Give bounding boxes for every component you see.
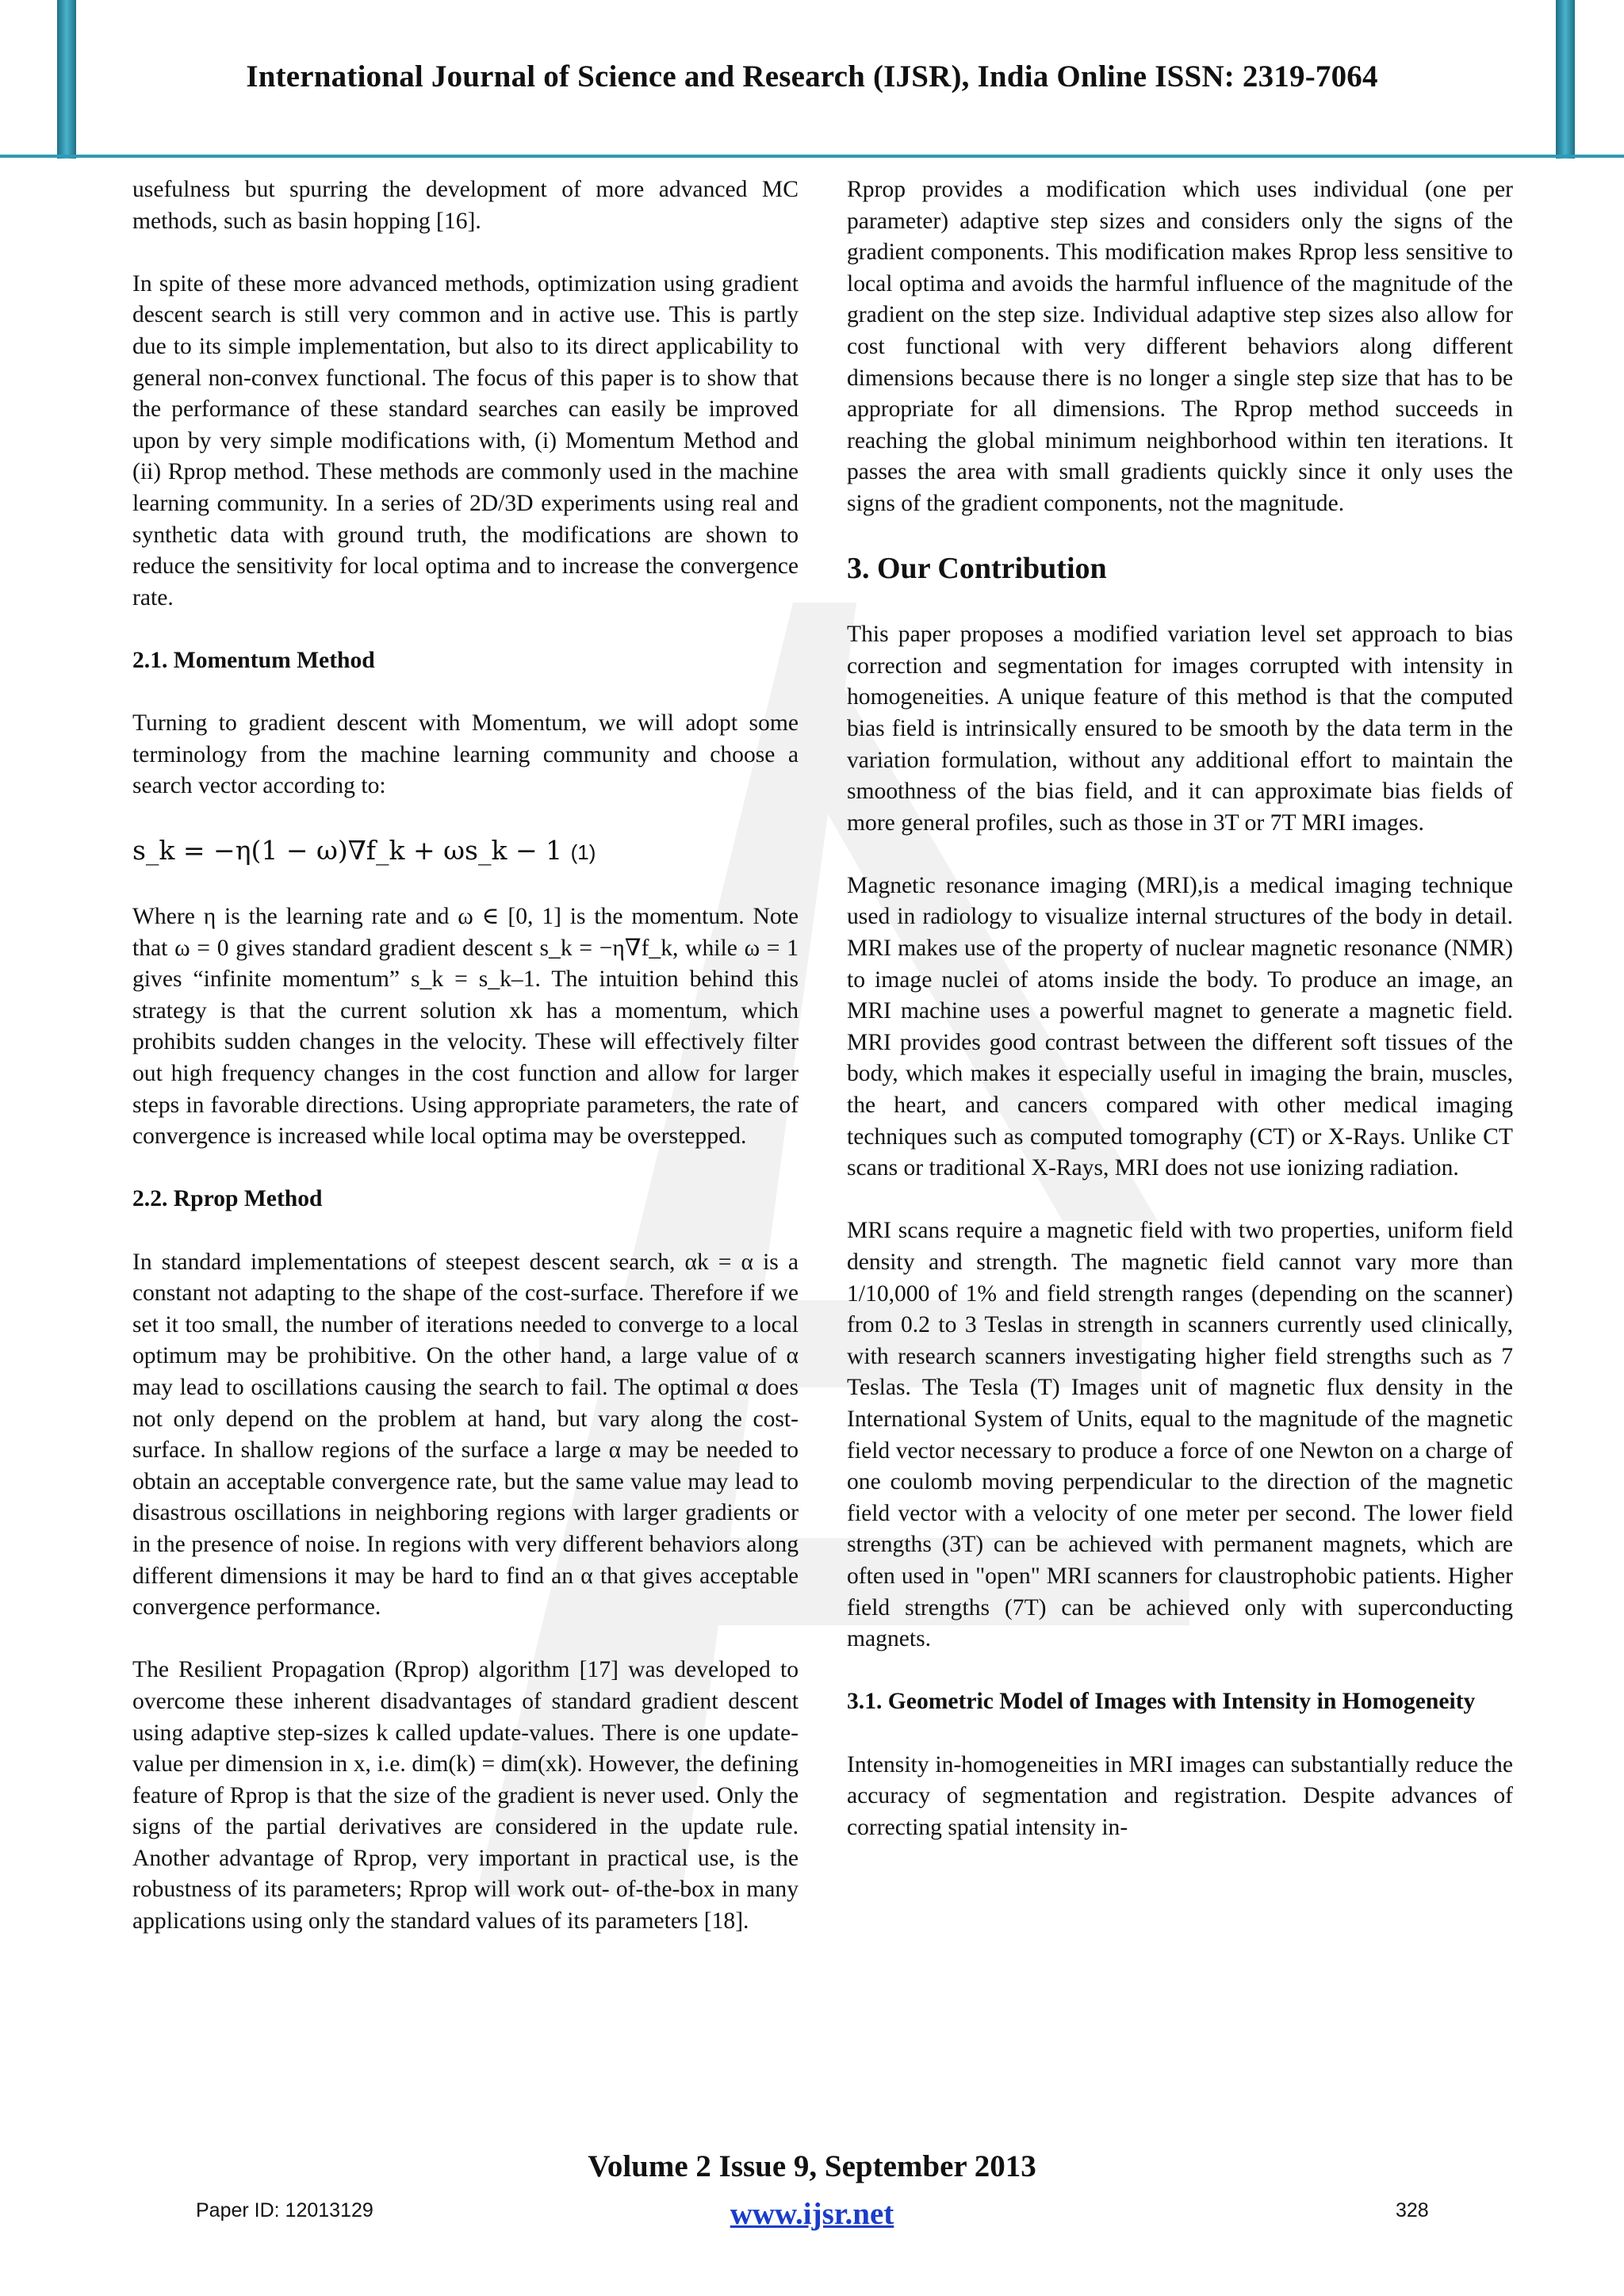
- footer-website-link[interactable]: www.ijsr.net: [730, 2197, 894, 2231]
- left-column: [132, 174, 799, 1969]
- section-heading-geometric-model: 3.1. Geometric Model of Images with Intensity in Homogeneity: [847, 1689, 1476, 1715]
- paragraph: This paper proposes a modified variation level set approach to bias correction and segmentation for images corrupted with intensity in homogeneities. A unique feature of this method is that the computed bias field is intrinsically ensured to be smooth by the data term in the variation formulation, without any additional effort to maintain the smoothness of the bias field, and it can approximate bias fields of more general profiles, such as those in 3T or 7T MRI images.: [847, 622, 1513, 836]
- paragraph: Rprop provides a modification which uses individual (one per parameter) adaptive step sizes and considers only the signs of the gradient components. This modification makes Rprop less sensitive to local optima and avoids the harmful influence of the magnitude of the gradient on the step size. Individual adaptive step sizes also allow for cost functional with very different behaviors along different dimensions because there is no longer a single step size that has to be appropriate for all dimensions. The Rprop method succeeds in reaching the global minimum neighborhood within ten iterations. It passes the area with small gradients quickly since it only uses the signs of the gradient components, not the magnitude.: [847, 177, 1513, 516]
- paragraph: Turning to gradient descent with Momentum, we will adopt some terminology from the machine learning community and choose a search vector according to:: [132, 710, 799, 799]
- paragraph: The Resilient Propagation (Rprop) algorithm [17] was developed to overcome these inherent disadvantages of standard gradient descent using adaptive step-sizes k called update-values. There is one update-value per dimension in x, i.e. dim(k) = dim(xk). However, the defining feature of Rprop is that the size of the gradient is never used. Only the signs of the partial derivatives are considered in the update rule. Another advantage of Rprop, very important in practical use, is the robustness of its parameters; Rprop will work out- of-the-box in many applications using only the standard values of its parameters [18].: [132, 1657, 799, 1934]
- journal-title: International Journal of Science and Research (IJSR), India Online ISSN: 2319-7064: [246, 59, 1378, 94]
- header-left-post: [57, 0, 76, 159]
- footer-volume: Volume 2 Issue 9, September 2013: [588, 2149, 1036, 2183]
- section-heading-rprop: 2.2. Rprop Method: [132, 1186, 323, 1212]
- paragraph: In standard implementations of steepest descent search, αk = α is a constant not adapting to the shape of the cost-surface. Therefore if we set it too small, the number of iterations needed to converge to a local optimum may be prohibitive. On the other hand, a large value of α may lead to oscillations causing the search to fail. The optimal α does not only depend on the problem at hand, but vary along the cost-surface. In shallow regions of the surface a large α may be needed to obtain an acceptable convergence rate, but the same value may lead to disastrous oscillations in neighboring regions with larger gradients or in the presence of noise. In regions with very different behaviors along different dimensions it may be hard to find an α that gives acceptable convergence performance.: [132, 1249, 799, 1621]
- page-header: [0, 0, 1624, 159]
- paragraph: usefulness but spurring the development of more advanced MC methods, such as basin hopping [16].: [132, 177, 799, 234]
- paragraph: Magnetic resonance imaging (MRI),is a medical imaging technique used in radiology to visualize internal structures of the body in detail. MRI makes use of the property of nuclear magnetic resonance (NMR) to image nuclei of atoms inside the body. To produce an image, an MRI machine uses a powerful magnet to generate a magnetic field. MRI provides good contrast between the different soft tissues of the body, which makes it especially useful in imaging the brain, muscles, the heart, and cancers compared with other medical imaging techniques such as computed tomography (CT) or X-Rays. Unlike CT scans or traditional X-Rays, MRI does not use ionizing radiation.: [847, 872, 1513, 1181]
- equation-1: [132, 833, 799, 870]
- equation-number: (1): [570, 840, 596, 865]
- header-divider: [0, 155, 1624, 158]
- right-column: [847, 174, 1513, 1875]
- paragraph: In spite of these more advanced methods, optimization using gradient descent search is still very common and in active use. This is partly due to its simple implementation, but also to its direct applicability to general non-convex functional. The focus of this paper is to show that the performance of these standard searches can easily be improved upon by very simple modifications with, (i) Momentum Method and (ii) Rprop method. These methods are commonly used in the machine learning community. In a series of 2D/3D experiments using real and synthetic data with ground truth, the modifications are shown to reduce the sensitivity for local optima and to increase the convergence rate.: [132, 270, 799, 610]
- paragraph: MRI scans require a magnetic field with two properties, uniform field density and strength. The magnetic field cannot vary more than 1/10,000 of 1% and field strength ranges (depending on the scanner) from 0.2 to 3 Teslas in strength in scanners currently used clinically, with research scanners investigating higher field strengths such as 7 Teslas. The Tesla (T) Images unit of magnetic flux density in the International System of Units, equal to the magnitude of the magnetic field vector necessary to produce a force of one Newton on a charge of one coulomb moving perpendicular to the direction of the magnetic field vector with a velocity of one meter per second. The lower field strengths (3T) can be achieved with permanent magnets, which are often used in "open" MRI scanners for claustrophobic patients. Higher field strengths (7T) can be achieved only with superconducting magnets.: [847, 1218, 1513, 1652]
- paragraph: Intensity in-homogeneities in MRI images can substantially reduce the accuracy of segmentation and registration. Despite advances of correcting spatial intensity in-: [847, 1751, 1513, 1840]
- footer-page-number: 328: [1396, 2199, 1429, 2221]
- header-right-post: [1556, 0, 1575, 159]
- section-heading-contribution: 3. Our Contribution: [847, 552, 1107, 586]
- section-heading-momentum: 2.1. Momentum Method: [132, 647, 375, 673]
- equation-body: s_k = −η(1 − ω)∇f_k + ωs_k − 1: [132, 835, 563, 867]
- paragraph: Where η is the learning rate and ω ∈ [0, 1] is the momentum. Note that ω = 0 gives standard gradient descent s_k = −η∇f_k, while ω = 1 gives “infinite momentum” s_k = s_k–1. The intuition behind this strategy is that the current solution xk has a momentum, which prohibits sudden changes in the velocity. These will effectively filter out high frequency changes in the cost function and allow for larger steps in favorable directions. Using appropriate parameters, the rate of convergence is increased while local optima may be overstepped.: [132, 904, 799, 1150]
- footer-paper-id: Paper ID: 12013129: [196, 2199, 373, 2221]
